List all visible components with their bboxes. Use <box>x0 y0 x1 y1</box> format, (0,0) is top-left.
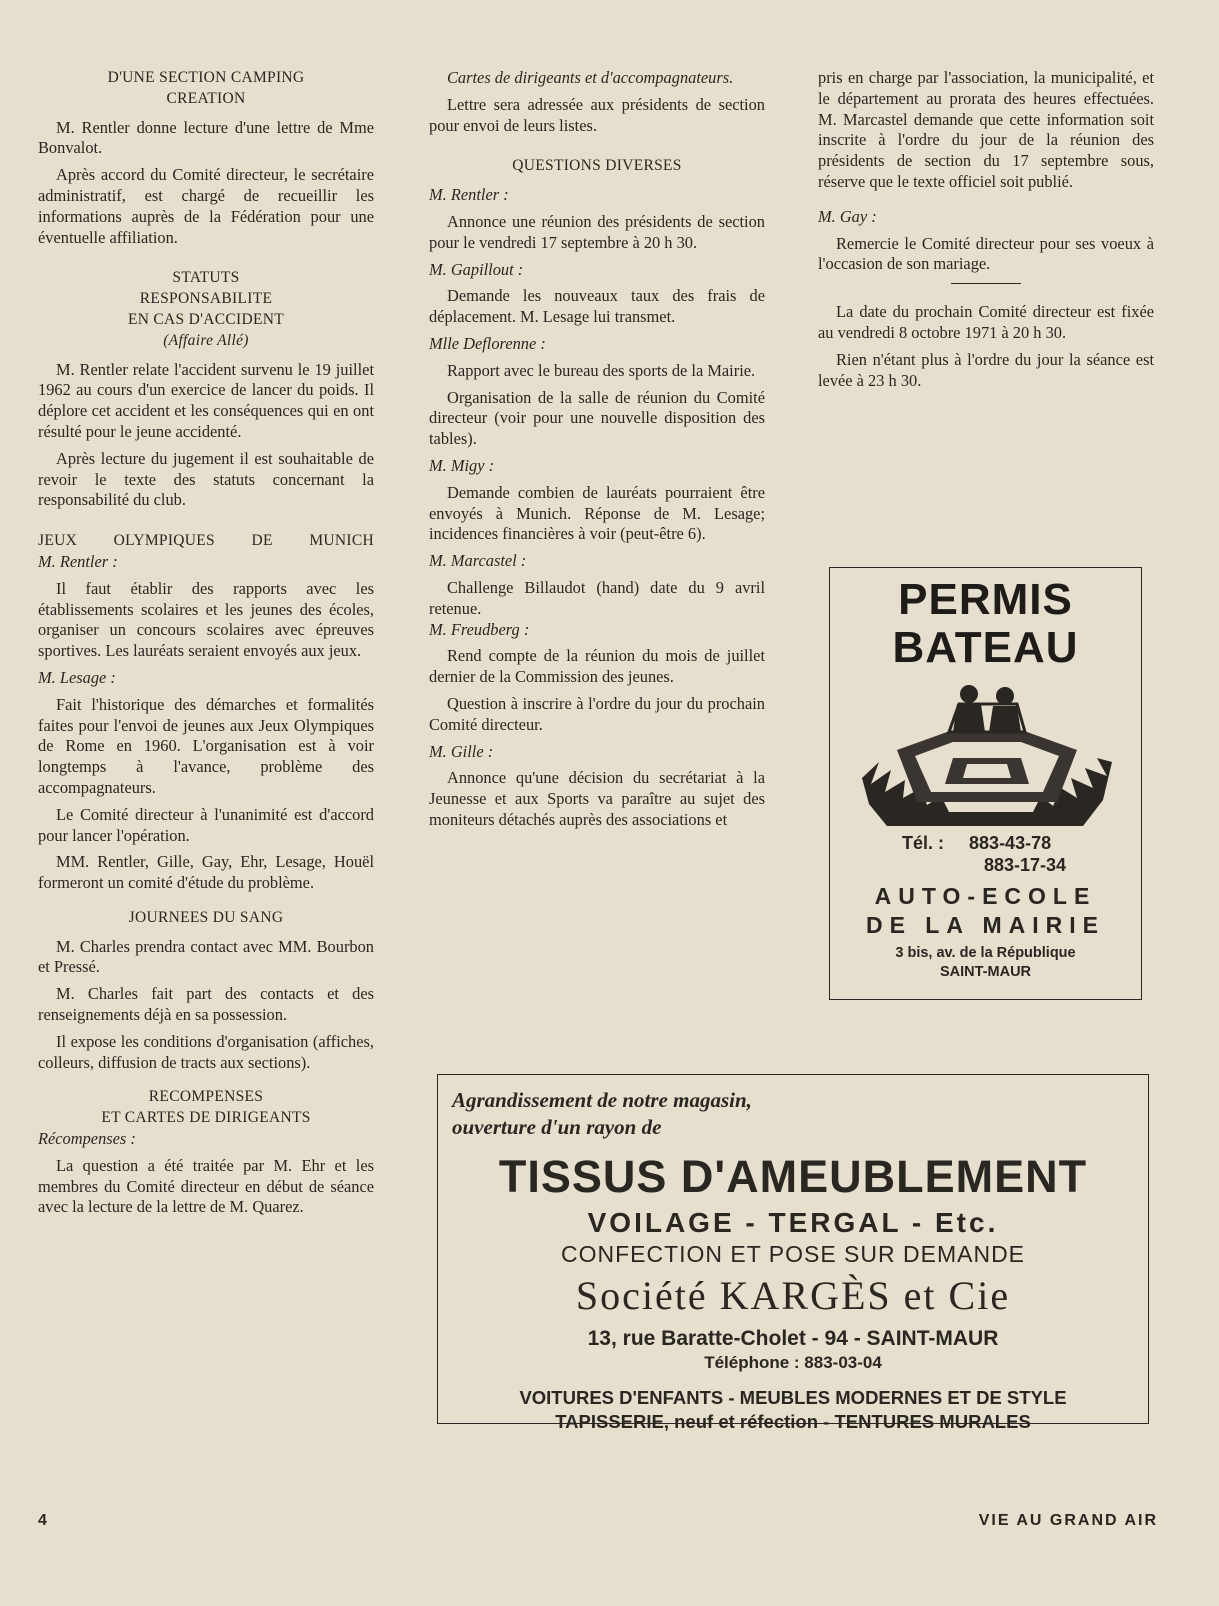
ad-products: VOILAGE - TERGAL - Etc. <box>587 1207 999 1238</box>
paragraph: Rapport avec le bureau des sports de la Mairie. <box>447 360 756 380</box>
ad-address: 13, rue Baratte-Cholet - 94 - SAINT-MAUR <box>587 1327 999 1350</box>
ad-title: PERMIS <box>898 575 1073 624</box>
heading-questions-diverses: QUESTIONS DIVERSES <box>512 157 682 175</box>
ad-phone-block <box>830 832 1141 876</box>
divider <box>951 283 1021 284</box>
paragraph: La date du prochain Comité directeur est fixée au vendredi 8 octobre 1971 à 20 h 30. <box>818 302 1154 342</box>
column-1 <box>38 68 374 1224</box>
driver-body <box>989 706 1021 732</box>
speaker-label: M. Gapillout : <box>429 259 524 279</box>
heading-journees-sang: JOURNEES DU SANG <box>128 908 284 926</box>
heading-accident: EN CAS D'ACCIDENT <box>127 310 284 328</box>
paragraph: Demande les nouveaux taux des frais de déplacement. M. Lesage lui transmet. <box>429 286 765 327</box>
speaker-label: M. Rentler : <box>38 551 118 571</box>
ad-service: CONFECTION ET POSE SUR DEMANDE <box>560 1241 1026 1267</box>
paragraph: Remercie le Comité directeur pour ses voeux à l'occasion de son mariage. <box>818 233 1154 274</box>
paragraph: Il expose les conditions d'organisation (affiches, colleurs, diffusion de tracts aux sections). <box>38 1031 374 1072</box>
ad-intro: ouverture d'un rayon de <box>452 1115 662 1139</box>
publication-title: VIE AU GRAND AIR <box>978 1512 1158 1529</box>
ad-line: VOITURES D'ENFANTS - MEUBLES MODERNES ET DE STYLE <box>519 1387 1067 1408</box>
speedboat-illustration <box>857 680 1115 830</box>
paragraph: M. Rentler relate l'accident survenu le 19 juillet 1962 au cours d'un exercice de lancer du poids. Il déplore cet accident et les conséquences qui en ont résulté pour le jeune accidenté. <box>38 359 374 441</box>
paragraph: Annonce une réunion des présidents de section pour le vendredi 17 septembre à 20 h 30. <box>429 211 765 252</box>
heading-affaire: (Affaire Allé) <box>163 331 249 349</box>
ad-phone: Téléphone : 883-03-04 <box>704 1353 882 1372</box>
driver-head <box>996 687 1014 705</box>
speaker-label: M. Marcastel : <box>429 551 527 571</box>
paragraph: La question a été traitée par M. Ehr et les membres du Comité directeur en début de séance avec la lecture de la lettre de M. Quarez. <box>38 1155 374 1217</box>
speaker-label: M. Gille : <box>429 741 494 761</box>
tel-number: 883-17-34 <box>984 855 1067 875</box>
paragraph: M. Rentler donne lecture d'une lettre de Mme Bonvalot. <box>38 117 374 158</box>
paragraph: Organisation de la salle de réunion du Comité directeur (voir pour une nouvelle disposition des tables). <box>429 387 765 449</box>
speaker-label: M. Gay : <box>818 206 877 226</box>
heading-camping: D'UNE SECTION CAMPING <box>107 69 305 86</box>
ad-school-name: DE LA MAIRIE <box>865 912 1106 938</box>
heading-recompenses: RECOMPENSES <box>148 1088 264 1106</box>
paragraph: Demande combien de lauréats pourraient être envoyés à Munich. Réponse de M. Lesage; incidences financières à voir (peut-être 6). <box>429 482 765 544</box>
bow-window <box>963 764 1011 778</box>
heading-jeux-olympiques: JEUX OLYMPIQUES DE MUNICH <box>38 532 374 550</box>
heading-cartes-dirigeants: ET CARTES DE DIRIGEANTS <box>101 1109 311 1127</box>
page-number: 4 <box>38 1512 47 1529</box>
heading-statuts: STATUTS <box>172 269 240 287</box>
ad-address: 3 bis, av. de la République <box>895 945 1076 961</box>
column-3 <box>818 68 1154 397</box>
passenger-body <box>953 704 985 732</box>
speaker-label: M. Migy : <box>429 455 495 475</box>
paragraph: Fait l'historique des démarches et formalités faites pour l'envoi de jeunes aux Jeux Olympiques de Rome en 1960. L'organisation est à voir longtemps à l'avance, problème des accompagnateurs. <box>38 694 374 797</box>
speaker-label: Mlle Deflorenne : <box>429 333 546 353</box>
paragraph: Le Comité directeur à l'unanimité est d'accord pour lancer l'opération. <box>38 804 374 845</box>
paragraph: pris en charge par l'association, la municipalité, et le département au prorata des heures effectuées. M. Marcastel demande que cette information soit inscrite à l'ordre du jour de la réunion des présidents de section du 17 septembre sous, réserve que le texte officiel soit publié. <box>818 68 1154 191</box>
passenger-head <box>960 685 978 703</box>
heading-creation: CREATION <box>166 89 246 107</box>
paragraph: Il faut établir des rapports avec les établissements scolaires et les jeunes des écoles, organiser un concours scolaires avec épreuves sportives. Les lauréats seraient envoyés aux jeux. <box>38 578 374 661</box>
ad-headline: TISSUS D'AMEUBLEMENT <box>498 1151 1088 1202</box>
heading-responsabilite: RESPONSABILITE <box>139 290 273 308</box>
ad-school-name: AUTO-ECOLE <box>874 883 1097 909</box>
paragraph: Rend compte de la réunion du mois de juillet dernier de la Commission des jeunes. <box>429 646 765 687</box>
paragraph: M. Charles fait part des contacts et des renseignements déjà en sa possession. <box>38 984 374 1025</box>
paragraph: MM. Rentler, Gille, Gay, Ehr, Lesage, Houël formeront un comité d'étude du problème. <box>38 852 374 893</box>
paragraph: Après accord du Comité directeur, le secrétaire administratif, est chargé de recueillir les informations auprès de la Fédération pour une éventuelle affiliation. <box>38 165 374 247</box>
ad-line: TAPISSERIE, neuf et réfection - TENTURES MURALES <box>555 1411 1031 1432</box>
tel-label: Tél. : <box>902 833 945 853</box>
column-2 <box>429 68 765 837</box>
paragraph: Question à inscrire à l'ordre du jour du prochain Comité directeur. <box>429 693 765 734</box>
advertisement-permis-bateau <box>829 567 1142 1000</box>
paragraph: Rien n'étant plus à l'ordre du jour la séance est levée à 23 h 30. <box>818 349 1154 390</box>
paragraph: Annonce qu'une décision du secrétariat à la Jeunesse et aux Sports va paraître au sujet des moniteurs détachés auprès des associations et <box>429 768 765 829</box>
speaker-label: M. Rentler : <box>429 185 509 205</box>
ad-title: BATEAU <box>892 623 1079 672</box>
ad-intro: Agrandissement de notre magasin, <box>452 1088 752 1112</box>
paragraph: Challenge Billaudot (hand) date du 9 avril retenue. <box>429 577 765 618</box>
speaker-label: M. Lesage : <box>38 667 116 687</box>
paragraph: M. Charles prendra contact avec MM. Bourbon et Pressé. <box>38 936 374 977</box>
paragraph: Cartes de dirigeants et d'accompagnateurs. <box>447 68 734 87</box>
ad-company: Société KARGÈS et Cie <box>575 1273 1011 1318</box>
speaker-label: Récompenses : <box>38 1129 136 1149</box>
ad-city: SAINT-MAUR <box>939 964 1032 980</box>
tel-number: 883-43-78 <box>969 833 1052 853</box>
paragraph: Après lecture du jugement il est souhaitable de revoir le texte des statuts concernant la responsabilité du club. <box>38 448 374 510</box>
speaker-label: M. Freudberg : <box>429 619 530 639</box>
advertisement-karges <box>437 1074 1149 1432</box>
paragraph: Lettre sera adressée aux présidents de section pour envoi de leurs listes. <box>429 94 765 135</box>
